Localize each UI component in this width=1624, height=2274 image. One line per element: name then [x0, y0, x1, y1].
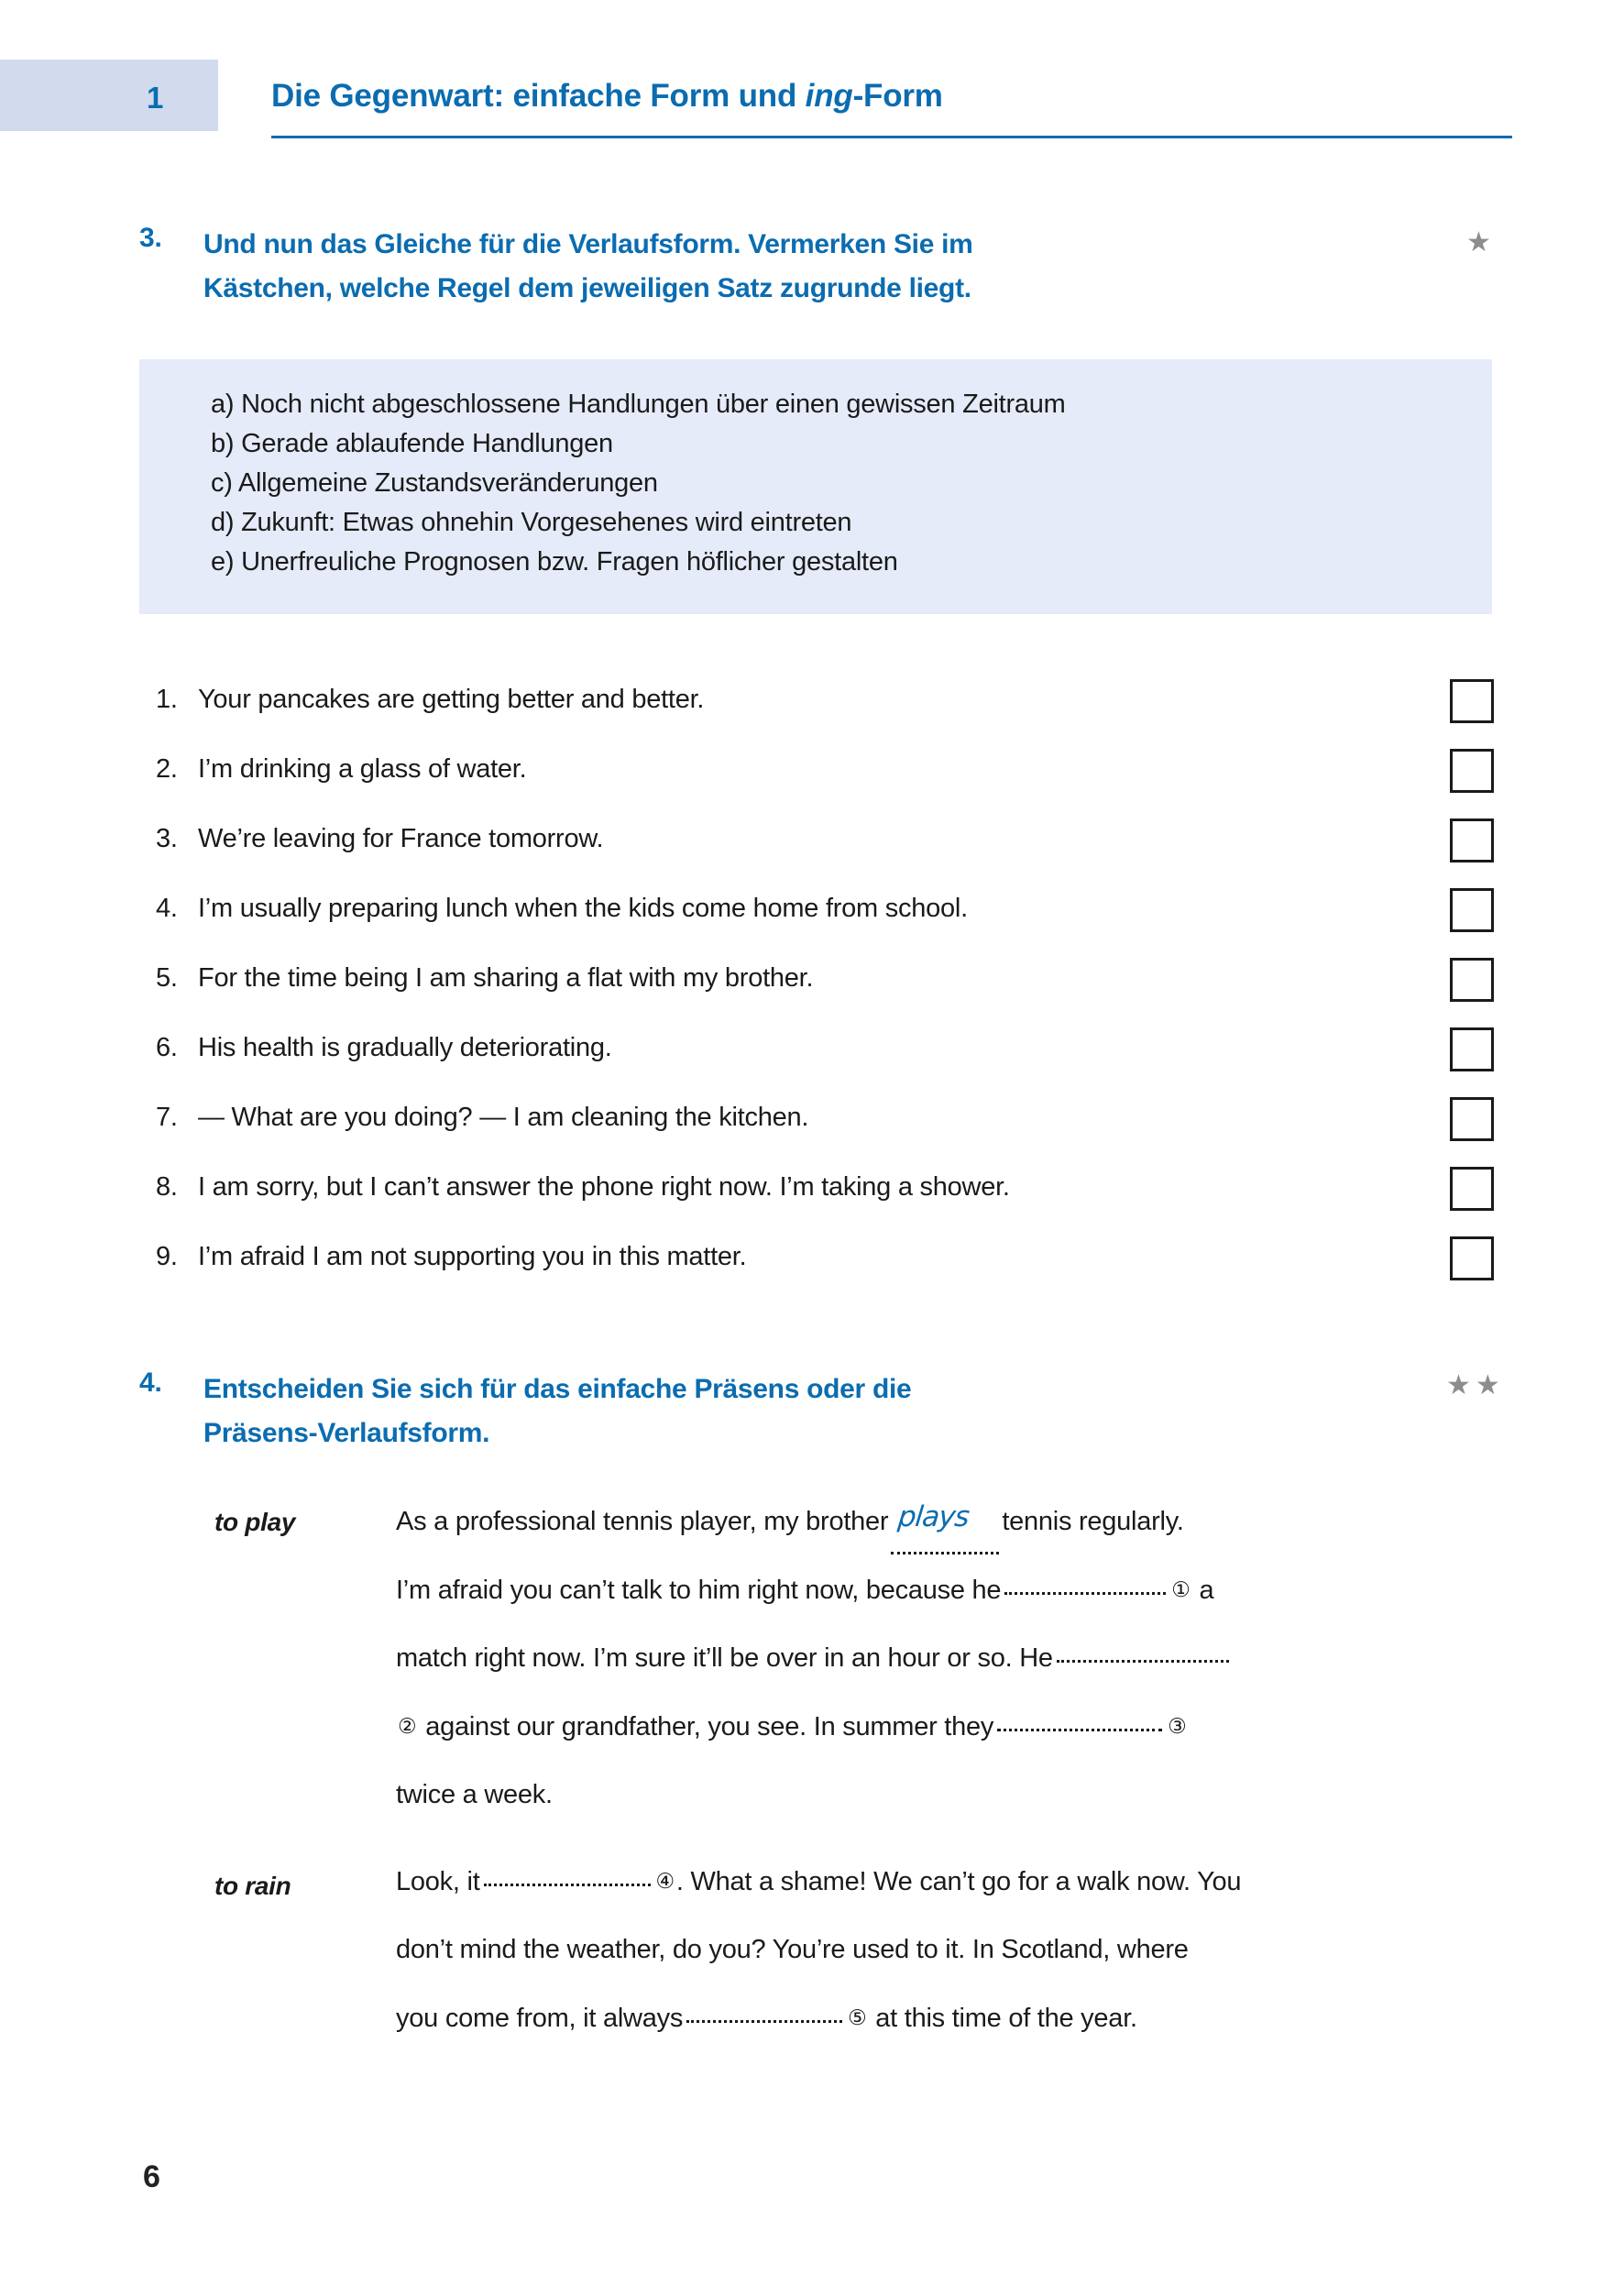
rule-answer-checkbox[interactable] — [1450, 958, 1494, 1002]
rule-answer-checkbox[interactable] — [1450, 1027, 1494, 1071]
sentence-number: 7. — [156, 1103, 178, 1132]
page-title-italic: ing — [805, 78, 853, 114]
verb-label-to-play: to play — [214, 1508, 296, 1536]
rule-item-c: c) Allgemeine Zustandsveränderungen — [211, 468, 658, 498]
page-number: 6 — [143, 2159, 160, 2194]
gap-input-3[interactable] — [997, 1729, 1162, 1731]
paragraph-text: tennis regularly. — [1002, 1507, 1184, 1536]
paragraph-text: . What a shame! We can’t go for a walk now. You — [675, 1867, 1242, 1896]
rule-item-b: b) Gerade ablaufende Handlungen — [211, 429, 613, 458]
rule-item-d: d) Zukunft: Etwas ohnehin Vorgesehenes wird eintreten — [211, 508, 852, 537]
gap-input-2[interactable] — [1057, 1660, 1229, 1663]
paragraph-text: a — [1199, 1576, 1214, 1605]
sentence-row — [156, 1231, 1494, 1301]
exercise-4-title-line-1: Entscheiden Sie sich für das einfache Präsens oder die — [203, 1374, 912, 1404]
exercise-4-number: 4. — [139, 1368, 162, 1398]
rule-answer-checkbox[interactable] — [1450, 1097, 1494, 1141]
exercise-3-title-line-1: Und nun das Gleiche für die Verlaufsform. Vermerken Sie im — [203, 229, 973, 259]
sentence-number: 4. — [156, 894, 178, 923]
sentence-number: 5. — [156, 963, 178, 993]
gap-input-5[interactable] — [686, 2020, 842, 2023]
sentence-text: — What are you doing? — I am cleaning the kitchen. — [198, 1103, 809, 1132]
sentence-row — [156, 1022, 1494, 1092]
rules-list — [211, 385, 1066, 582]
paragraph-text: twice a week. — [396, 1780, 553, 1809]
sentence-number: 9. — [156, 1242, 178, 1271]
paragraph-text: you come from, it always — [396, 2004, 684, 2033]
paragraph-text: don’t mind the weather, do you? You’re used to it. In Scotland, where — [396, 1935, 1189, 1964]
sentence-row — [156, 674, 1494, 743]
chapter-number: 1 — [147, 81, 164, 115]
exercise-3-number: 3. — [139, 223, 162, 253]
header-divider — [271, 136, 1512, 138]
sentence-text: I am sorry, but I can’t answer the phone right now. I’m taking a shower. — [198, 1172, 1010, 1202]
sentence-number: 8. — [156, 1172, 178, 1202]
exercise-4-difficulty-stars: ★★ — [1446, 1370, 1505, 1401]
handwritten-answer: plays — [896, 1500, 971, 1533]
gap-marker-4: ④ — [655, 1869, 675, 1893]
paragraph-text: As a professional tennis player, my brother — [396, 1507, 889, 1536]
sentence-row — [156, 743, 1494, 813]
sentence-text: I’m drinking a glass of water. — [198, 754, 527, 784]
gap-input-4[interactable] — [484, 1884, 651, 1886]
page-title-text: Die Gegenwart: einfache Form und — [271, 78, 806, 114]
gapfill-paragraph-to-play — [396, 1483, 1505, 1829]
exercise-3-title — [203, 223, 1303, 311]
rule-answer-checkbox[interactable] — [1450, 1167, 1494, 1211]
sentence-text: Your pancakes are getting better and better. — [198, 685, 705, 714]
sentence-number: 6. — [156, 1033, 178, 1062]
rule-item-e: e) Unerfreuliche Prognosen bzw. Fragen höflicher gestalten — [211, 547, 898, 577]
paragraph-text: at this time of the year. — [875, 2004, 1137, 2033]
sentence-row — [156, 952, 1494, 1022]
gap-marker-1: ① — [1171, 1577, 1191, 1601]
gap-marker-3: ③ — [1168, 1714, 1187, 1738]
exercise-3-title-line-2: Kästchen, welche Regel dem jeweiligen Satz zugrunde liegt. — [203, 273, 971, 303]
paragraph-text: I’m afraid you can’t talk to him right now, because he — [396, 1576, 1002, 1605]
gap-input-1[interactable] — [1004, 1592, 1166, 1595]
sentence-row — [156, 1161, 1494, 1231]
gap-marker-5: ⑤ — [848, 2005, 867, 2029]
paragraph-text: match right now. I’m sure it’ll be over in an hour or so. He — [396, 1643, 1053, 1673]
exercise-4-title — [203, 1368, 1303, 1456]
gap-marker-2: ② — [398, 1714, 417, 1738]
sentence-row — [156, 1092, 1494, 1161]
sentence-list — [156, 674, 1494, 1301]
sentence-row — [156, 883, 1494, 952]
sentence-text: We’re leaving for France tomorrow. — [198, 824, 604, 853]
sentence-number: 3. — [156, 824, 178, 853]
chapter-tab — [0, 60, 218, 131]
page-title — [271, 78, 943, 115]
exercise-3-difficulty-stars: ★ — [1466, 227, 1496, 258]
sentence-number: 2. — [156, 754, 178, 784]
rule-answer-checkbox[interactable] — [1450, 679, 1494, 723]
verb-label-to-rain: to rain — [214, 1872, 291, 1900]
page-title-suffix: -Form — [852, 78, 943, 114]
sentence-row — [156, 813, 1494, 883]
exercise-4-title-line-2: Präsens-Verlaufsform. — [203, 1418, 490, 1448]
rule-answer-checkbox[interactable] — [1450, 888, 1494, 932]
paragraph-text: Look, it — [396, 1867, 480, 1896]
rule-item-a: a) Noch nicht abgeschlossene Handlungen über einen gewissen Zeitraum — [211, 390, 1066, 419]
rule-answer-checkbox[interactable] — [1450, 818, 1494, 862]
rule-answer-checkbox[interactable] — [1450, 1236, 1494, 1280]
sentence-text: For the time being I am sharing a flat with my brother. — [198, 963, 814, 993]
sentence-number: 1. — [156, 685, 178, 714]
paragraph-text: against our grandfather, you see. In summer they — [425, 1712, 994, 1741]
sentence-text: I’m afraid I am not supporting you in this matter. — [198, 1242, 747, 1271]
sentence-text: His health is gradually deteriorating. — [198, 1033, 612, 1062]
sentence-text: I’m usually preparing lunch when the kids come home from school. — [198, 894, 968, 923]
rules-panel — [139, 359, 1492, 614]
gap-filled-answer[interactable] — [891, 1483, 999, 1554]
page-header — [0, 0, 1624, 151]
rule-answer-checkbox[interactable] — [1450, 749, 1494, 793]
gapfill-paragraph-to-rain — [396, 1847, 1505, 2052]
